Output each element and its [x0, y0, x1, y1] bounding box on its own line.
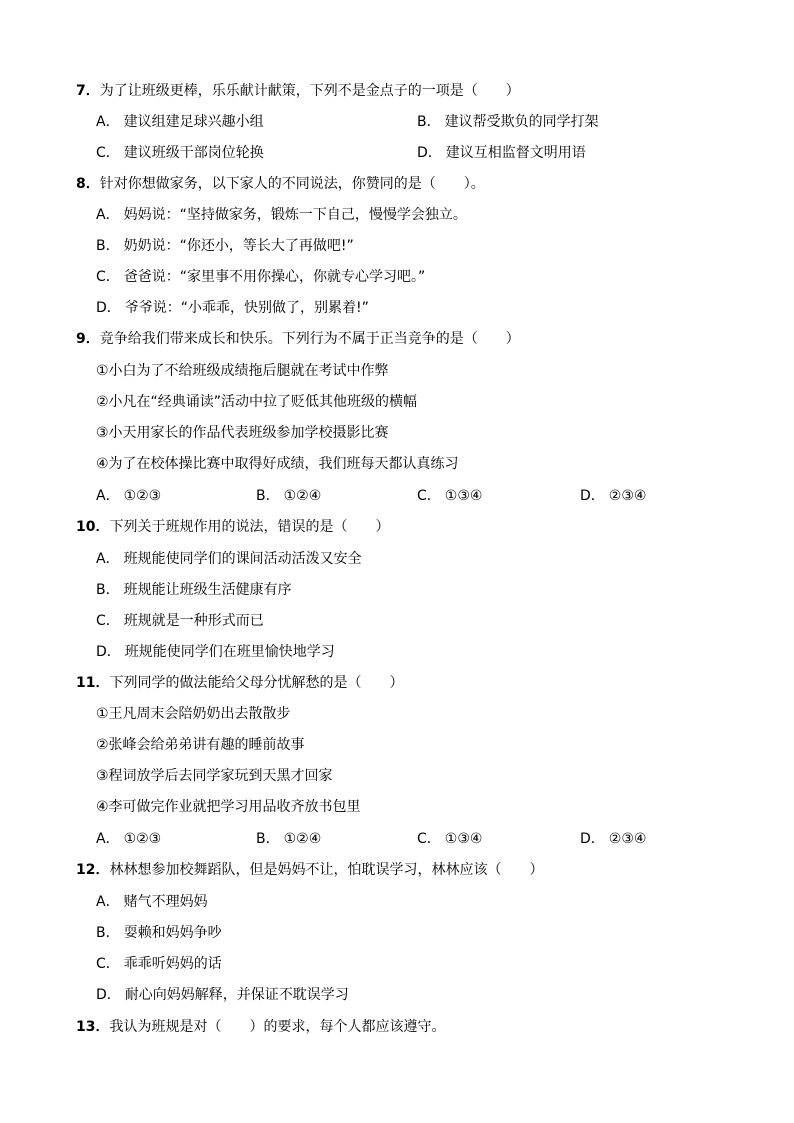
option-a [96, 549, 362, 569]
option-a [96, 486, 161, 506]
option-letter: C． [417, 831, 441, 847]
option-text: 建议互相监督文明用语 [445, 145, 586, 161]
question-10 [76, 517, 389, 537]
question-number: 9． [76, 331, 100, 347]
option-letter: B． [256, 831, 280, 847]
option-text: 耐心向妈妈解释，并保证不耽误学习 [124, 987, 349, 1003]
option-letter: D． [580, 831, 605, 847]
option-letter: D． [580, 488, 605, 504]
option-letter: C． [96, 145, 120, 161]
option-text: 建议组建足球兴趣小组 [123, 114, 264, 130]
option-c [417, 486, 482, 506]
question-number: 13． [76, 1019, 110, 1035]
question-text: 下列关于班规作用的说法，错误的是（ ） [109, 519, 390, 535]
question-number: 7． [76, 83, 100, 99]
option-text: 班规能使同学们在班里愉快地学习 [124, 644, 335, 660]
question-text: 针对你想做家务，以下家人的不同说法，你赞同的是（ ）。 [99, 176, 485, 192]
option-a [96, 205, 467, 225]
option-d [96, 298, 369, 318]
question-13 [76, 1017, 445, 1037]
question-text: 我认为班规是对（ ）的要求，每个人都应该遵守。 [109, 1019, 446, 1035]
option-text: 班规能让班级生活健康有序 [123, 582, 292, 598]
option-c [96, 143, 264, 163]
statement-3: ③小天用家长的作品代表班级参加学校摄影比赛 [96, 425, 389, 441]
option-text: ①②③ [123, 831, 162, 847]
option-letter: C． [417, 488, 441, 504]
option-c [96, 611, 264, 631]
statement-1: ①王凡周末会陪奶奶出去散散步 [96, 706, 291, 722]
option-letter: D． [96, 300, 121, 316]
option-b [96, 580, 292, 600]
option-text: 乖乖听妈妈的话 [123, 956, 222, 972]
option-letter: C． [96, 613, 120, 629]
question-8 [76, 174, 485, 194]
option-letter: A． [96, 551, 120, 567]
option-text: 奶奶说：“你还小，等长大了再做吧!” [123, 238, 354, 254]
question-number: 10． [76, 519, 110, 535]
option-d [96, 642, 335, 662]
option-text: 班规就是一种形式而已 [123, 613, 264, 629]
option-a [96, 112, 264, 132]
option-c [417, 829, 482, 849]
option-letter: D． [417, 145, 442, 161]
option-letter: B． [96, 238, 120, 254]
option-letter: A． [96, 488, 120, 504]
option-letter: B． [256, 488, 280, 504]
option-text: 班规能使同学们的课间活动活泼又安全 [123, 551, 362, 567]
question-number: 12． [76, 862, 110, 878]
option-text: 爸爸说：“家里事不用你操心，你就专心学习吧。” [123, 269, 426, 285]
option-text: ②③④ [608, 488, 647, 504]
option-d [417, 143, 586, 163]
option-b [96, 236, 354, 256]
option-letter: C． [96, 269, 120, 285]
option-text: ①③④ [444, 488, 483, 504]
statement-4: ④为了在校体操比赛中取得好成绩，我们班每天都认真练习 [96, 456, 459, 472]
option-text: ①②④ [283, 831, 322, 847]
statement-4: ④李可做完作业就把学习用品收齐放书包里 [96, 799, 361, 815]
option-letter: D． [96, 644, 121, 660]
option-letter: A． [96, 207, 120, 223]
option-text: 耍赖和妈妈争吵 [123, 925, 222, 941]
option-text: 妈妈说：“坚持做家务，锻炼一下自己，慢慢学会独立。 [123, 207, 467, 223]
question-text: 下列同学的做法能给父母分忧解愁的是（ ） [109, 675, 404, 691]
option-b [256, 829, 321, 849]
option-b [96, 923, 222, 943]
question-text: 竞争给我们带来成长和快乐。下列行为不属于正当竞争的是（ ） [99, 331, 520, 347]
option-text: 爷爷说：“小乖乖，快别做了，别累着!” [124, 300, 369, 316]
option-text: 建议班级干部岗位轮换 [123, 145, 264, 161]
option-text: 赌气不理妈妈 [123, 894, 208, 910]
question-number: 11． [76, 675, 110, 691]
option-letter: A． [96, 831, 120, 847]
option-d [580, 486, 646, 506]
option-d [580, 829, 646, 849]
statement-3: ③程词放学后去同学家玩到天黑才回家 [96, 768, 333, 784]
option-letter: C． [96, 956, 120, 972]
option-letter: A． [96, 894, 120, 910]
option-b [256, 486, 321, 506]
question-9 [76, 329, 520, 349]
option-a [96, 892, 208, 912]
question-7 [76, 81, 520, 101]
option-letter: D． [96, 987, 121, 1003]
option-b [417, 112, 599, 132]
option-a [96, 829, 161, 849]
statement-2: ②小凡在“经典诵读”活动中拉了贬低其他班级的横幅 [96, 394, 418, 410]
statement-2: ②张峰会给弟弟讲有趣的睡前故事 [96, 737, 305, 753]
option-text: ①③④ [444, 831, 483, 847]
option-letter: B． [96, 582, 120, 598]
statement-1: ①小白为了不给班级成绩拖后腿就在考试中作弊 [96, 363, 389, 379]
option-c [96, 954, 222, 974]
option-c [96, 267, 425, 287]
option-text: ②③④ [608, 831, 647, 847]
option-text: 建议帮受欺负的同学打架 [444, 114, 599, 130]
question-11 [76, 673, 403, 693]
question-text: 为了让班级更棒，乐乐献计献策，下列不是金点子的一项是（ ） [99, 83, 520, 99]
option-d [96, 985, 349, 1005]
option-letter: B． [96, 925, 120, 941]
question-text: 林林想参加校舞蹈队，但是妈妈不让，怕耽误学习，林林应该（ ） [109, 862, 544, 878]
question-12 [76, 860, 543, 880]
question-number: 8． [76, 176, 100, 192]
option-text: ①②③ [123, 488, 162, 504]
option-letter: B． [417, 114, 441, 130]
option-text: ①②④ [283, 488, 322, 504]
option-letter: A． [96, 114, 120, 130]
